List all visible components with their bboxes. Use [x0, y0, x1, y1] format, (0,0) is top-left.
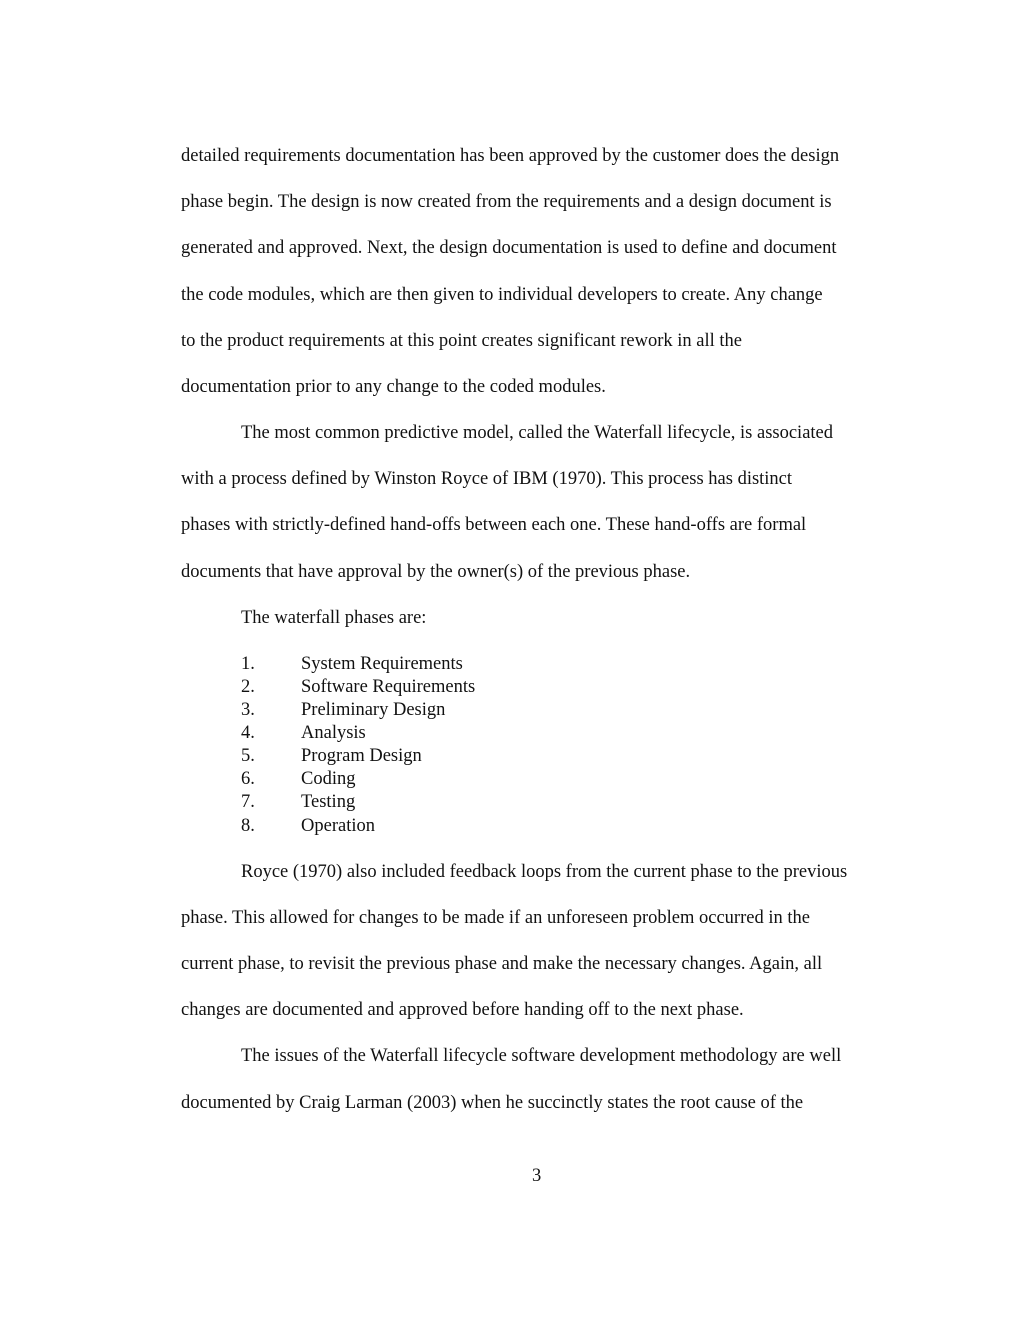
- list-item-label: Coding: [301, 769, 356, 789]
- text-line: phases with strictly-defined hand-offs between each one. These hand-offs are formal: [181, 515, 807, 535]
- text-line: Royce (1970) also included feedback loops from the current phase to the previous: [241, 862, 848, 882]
- text-line: detailed requirements documentation has been approved by the customer does the design: [181, 146, 840, 166]
- list-item-label: Analysis: [301, 723, 366, 743]
- list-item-label: Operation: [301, 816, 375, 836]
- list-item-label: Preliminary Design: [301, 700, 446, 720]
- text-line: The issues of the Waterfall lifecycle software development methodology are well: [241, 1046, 842, 1066]
- text-line: phase. This allowed for changes to be made if an unforeseen problem occurred in the: [181, 908, 810, 928]
- text-line: the code modules, which are then given to individual developers to create. Any change: [181, 285, 823, 305]
- list-intro: The waterfall phases are:: [241, 608, 427, 628]
- list-item-label: Software Requirements: [301, 677, 476, 697]
- text-line: changes are documented and approved before handing off to the next phase.: [181, 1000, 744, 1020]
- list-item-number: 4.: [241, 723, 255, 743]
- text-line: with a process defined by Winston Royce of IBM (1970). This process has distinct: [181, 469, 793, 489]
- text-line: documentation prior to any change to the coded modules.: [181, 377, 606, 397]
- list-item-number: 2.: [241, 677, 255, 697]
- list-item-number: 6.: [241, 769, 255, 789]
- list-item-label: System Requirements: [301, 654, 463, 674]
- list-item-number: 7.: [241, 792, 255, 812]
- text-line: documents that have approval by the owner(s) of the previous phase.: [181, 562, 691, 582]
- list-item-label: Program Design: [301, 746, 422, 766]
- list-item-number: 8.: [241, 816, 255, 836]
- text-line: current phase, to revisit the previous phase and make the necessary changes. Again, all: [181, 954, 823, 974]
- text-line: generated and approved. Next, the design documentation is used to define and document: [181, 238, 837, 258]
- text-line: documented by Craig Larman (2003) when he succinctly states the root cause of the: [181, 1093, 804, 1113]
- list-item-label: Testing: [301, 792, 356, 812]
- text-line: The most common predictive model, called the Waterfall lifecycle, is associated: [241, 423, 834, 443]
- list-item-number: 3.: [241, 700, 255, 720]
- page-number: 3: [532, 1166, 542, 1186]
- text-line: to the product requirements at this point creates significant rework in all the: [181, 331, 742, 351]
- list-item-number: 5.: [241, 746, 255, 766]
- list-item-number: 1.: [241, 654, 255, 674]
- text-line: phase begin. The design is now created from the requirements and a design document is: [181, 192, 832, 212]
